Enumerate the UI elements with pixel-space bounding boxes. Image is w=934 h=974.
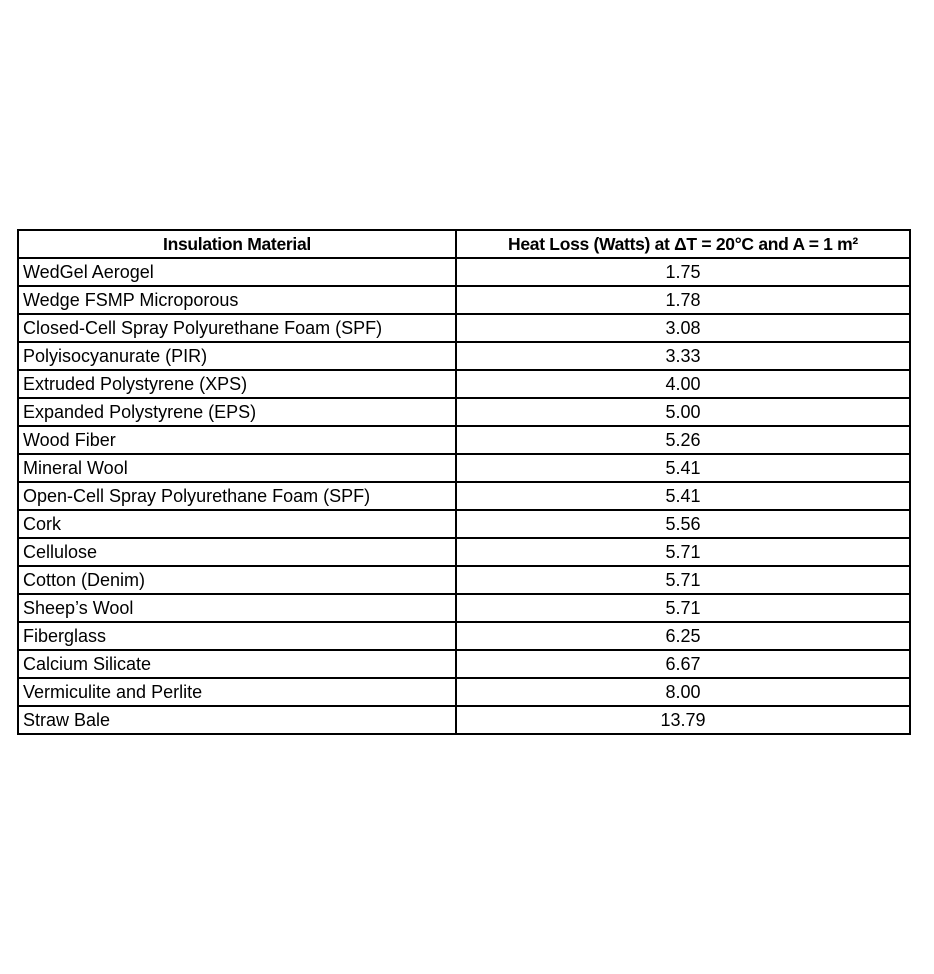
heat-loss-value-cell: 5.41 xyxy=(456,454,910,482)
table-row xyxy=(18,566,910,594)
header-insulation-material: Insulation Material xyxy=(18,230,456,258)
table-row xyxy=(18,678,910,706)
material-name-cell: WedGel Aerogel xyxy=(18,258,456,286)
material-name-cell: Sheep’s Wool xyxy=(18,594,456,622)
table-row xyxy=(18,342,910,370)
table-header-row xyxy=(18,230,910,258)
table-row xyxy=(18,398,910,426)
table-row xyxy=(18,286,910,314)
heat-loss-value-cell: 1.78 xyxy=(456,286,910,314)
heat-loss-value-cell: 3.33 xyxy=(456,342,910,370)
heat-loss-value-cell: 8.00 xyxy=(456,678,910,706)
heat-loss-value-cell: 6.25 xyxy=(456,622,910,650)
table-row xyxy=(18,510,910,538)
material-name-cell: Mineral Wool xyxy=(18,454,456,482)
table-row xyxy=(18,314,910,342)
heat-loss-value-cell: 5.00 xyxy=(456,398,910,426)
table-row xyxy=(18,454,910,482)
heat-loss-value-cell: 5.56 xyxy=(456,510,910,538)
table-row xyxy=(18,706,910,734)
material-name-cell: Closed-Cell Spray Polyurethane Foam (SPF) xyxy=(18,314,456,342)
heat-loss-value-cell: 5.26 xyxy=(456,426,910,454)
material-name-cell: Cork xyxy=(18,510,456,538)
table-row xyxy=(18,426,910,454)
heat-loss-value-cell: 1.75 xyxy=(456,258,910,286)
material-name-cell: Open-Cell Spray Polyurethane Foam (SPF) xyxy=(18,482,456,510)
material-name-cell: Vermiculite and Perlite xyxy=(18,678,456,706)
material-name-cell: Cellulose xyxy=(18,538,456,566)
material-name-cell: Calcium Silicate xyxy=(18,650,456,678)
table-body xyxy=(18,258,910,734)
insulation-table-container xyxy=(17,229,909,735)
material-name-cell: Wedge FSMP Microporous xyxy=(18,286,456,314)
header-heat-loss: Heat Loss (Watts) at ΔT = 20°C and A = 1 m² xyxy=(456,230,910,258)
heat-loss-value-cell: 4.00 xyxy=(456,370,910,398)
heat-loss-value-cell: 6.67 xyxy=(456,650,910,678)
heat-loss-value-cell: 3.08 xyxy=(456,314,910,342)
heat-loss-value-cell: 13.79 xyxy=(456,706,910,734)
material-name-cell: Wood Fiber xyxy=(18,426,456,454)
material-name-cell: Cotton (Denim) xyxy=(18,566,456,594)
table-row xyxy=(18,370,910,398)
material-name-cell: Straw Bale xyxy=(18,706,456,734)
insulation-heat-loss-table xyxy=(17,229,911,735)
table-row xyxy=(18,594,910,622)
table-row xyxy=(18,538,910,566)
heat-loss-value-cell: 5.71 xyxy=(456,538,910,566)
table-row xyxy=(18,258,910,286)
material-name-cell: Polyisocyanurate (PIR) xyxy=(18,342,456,370)
material-name-cell: Fiberglass xyxy=(18,622,456,650)
material-name-cell: Extruded Polystyrene (XPS) xyxy=(18,370,456,398)
table-row xyxy=(18,622,910,650)
heat-loss-value-cell: 5.71 xyxy=(456,566,910,594)
table-row xyxy=(18,650,910,678)
table-row xyxy=(18,482,910,510)
heat-loss-value-cell: 5.41 xyxy=(456,482,910,510)
material-name-cell: Expanded Polystyrene (EPS) xyxy=(18,398,456,426)
heat-loss-value-cell: 5.71 xyxy=(456,594,910,622)
